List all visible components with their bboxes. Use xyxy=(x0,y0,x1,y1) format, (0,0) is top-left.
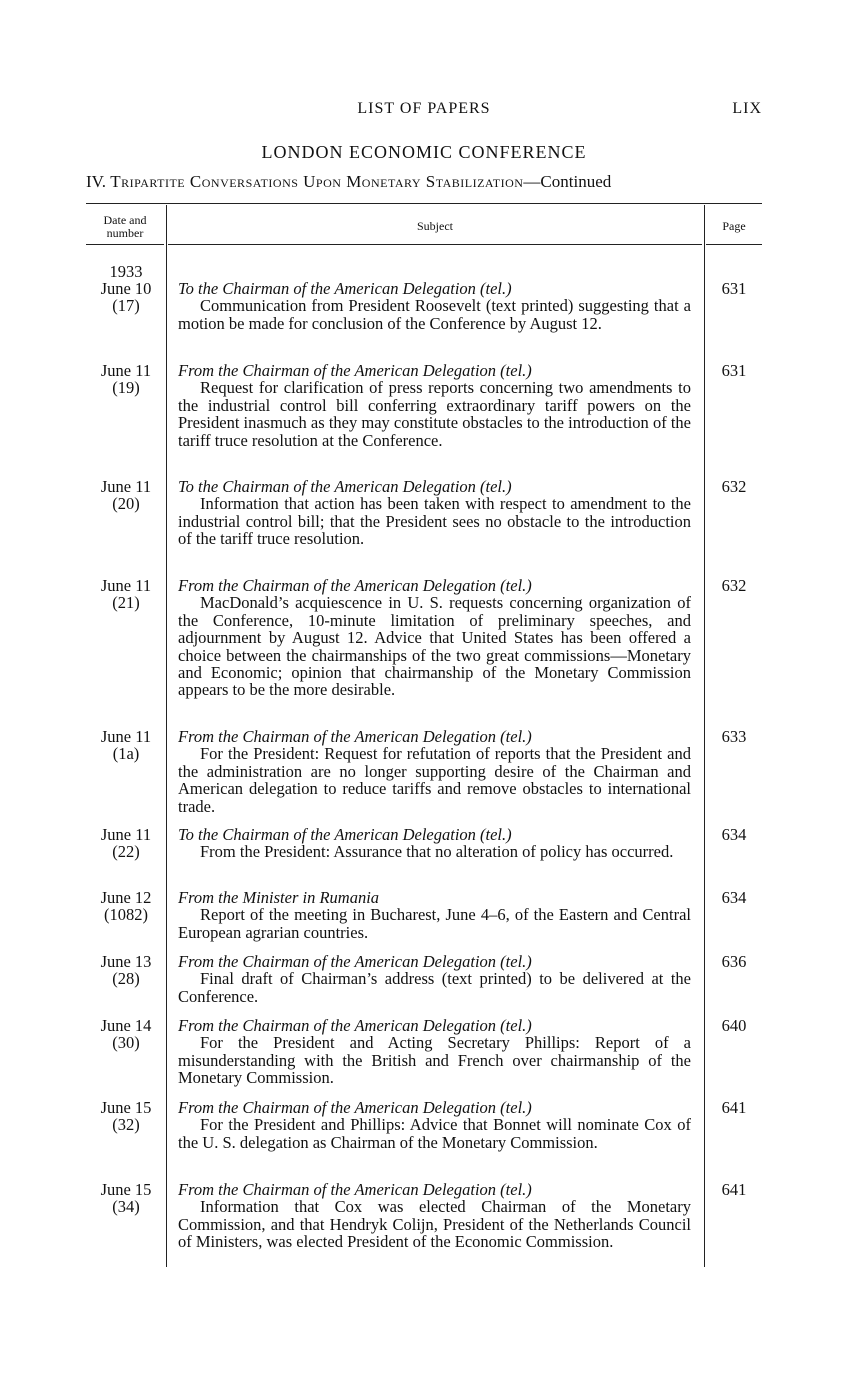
running-head xyxy=(86,100,762,122)
subject-column-header: Subject xyxy=(417,219,453,233)
entry-subject: From the Chairman of the American Delegation (tel.) MacDonald’s acquiescence in U. S. requests concerning organization of the Conference, 10-minute limitation of preliminary speeches, and adjournment by August 12. Advice that United States has been offered a choice between the chairmanships of the two great commissions—Monetary and Economic; opinion that chairmanship of the Monetary Commission appears to be the more desirable. xyxy=(178,576,691,700)
entry-page: 631 xyxy=(721,361,747,380)
section-title-text: Tripartite Conversations Upon Monetary Stabilization xyxy=(110,172,524,191)
entry-subject: From the Chairman of the American Delegation (tel.) Final draft of Chairman’s address (text printed) to be delivered at the Conference. xyxy=(178,952,691,1006)
entry-date: June 11 (20) xyxy=(100,477,152,514)
entry-subject: From the Minister in Rumania Report of the meeting in Bucharest, June 4–6, of the Eastern and Central European agrarian countries. xyxy=(178,888,691,942)
entry-date: June 11 (19) xyxy=(100,361,152,398)
entry-subject: From the Chairman of the American Delegation (tel.) Request for clarification of press reports concerning two amendments to the industrial control bill conferring extraordinary tariff powers on the President inasmuch as they may constitute obstacles to the introduction of the tariff truce resolution at the Conference. xyxy=(178,361,691,450)
year-label: 1933 xyxy=(109,262,143,281)
entry-subject: From the Chairman of the American Delegation (tel.) For the President: Request for refutation of reports that the President and the administration are no longer supporting desire of the Chairman and American delegation to reduce tariffs and remove obstacles to international trade. xyxy=(178,727,691,816)
entry-date: June 15 (34) xyxy=(100,1180,152,1217)
entry-page: 636 xyxy=(721,952,747,971)
entry-page: 641 xyxy=(721,1098,747,1117)
entry-date: June 12 (1082) xyxy=(100,888,152,925)
column-divider-left xyxy=(166,205,167,1267)
entry-subject: From the Chairman of the American Delegation (tel.) For the President and Phillips: Advice that Bonnet will nominate Cox of the U. S. delegation as Chairman of the Monetary Commission. xyxy=(178,1098,691,1152)
entry-date: June 14 (30) xyxy=(100,1016,152,1053)
entry-page: 641 xyxy=(721,1180,747,1199)
conference-title: LONDON ECONOMIC CONFERENCE xyxy=(261,142,587,162)
entry-page: 640 xyxy=(721,1016,747,1035)
entry-page: 634 xyxy=(721,825,747,844)
section-continued: —Continued xyxy=(523,172,612,191)
entry-page: 633 xyxy=(721,727,747,746)
page-header-rule xyxy=(706,244,762,245)
column-divider-right xyxy=(704,205,705,1267)
entry-page: 632 xyxy=(721,477,747,496)
table-top-rule xyxy=(86,203,762,204)
entry-page: 631 xyxy=(721,279,747,298)
entry-subject: To the Chairman of the American Delegation (tel.) From the President: Assurance that no alteration of policy has occurred. xyxy=(178,825,674,862)
entry-date: June 13 (28) xyxy=(100,952,152,989)
entry-subject: From the Chairman of the American Delegation (tel.) For the President and Acting Secretary Phillips: Report of a misunderstanding with the British and French over chairmanship of the Monetary Commission. xyxy=(178,1016,691,1088)
entry-subject: From the Chairman of the American Delegation (tel.) Information that Cox was elected Chairman of the Monetary Commission, and that Hendryk Colijn, President of the Netherlands Council of Ministers, was elected President of the Economic Commission. xyxy=(178,1180,691,1252)
subject-header-rule xyxy=(168,244,702,245)
entry-page: 632 xyxy=(721,576,747,595)
entry-date: June 10 (17) xyxy=(100,279,152,316)
running-head-page-number: LIX xyxy=(732,100,762,117)
entry-subject: To the Chairman of the American Delegation (tel.) Communication from President Roosevelt (text printed) suggesting that a motion be made for conclusion of the Conference by August 12. xyxy=(178,279,691,333)
entry-page: 634 xyxy=(721,888,747,907)
entry-subject: To the Chairman of the American Delegation (tel.) Information that action has been taken with respect to amendment to the industrial control bill; that the President sees no obstacle to the introduction of the tariff truce resolution. xyxy=(178,477,691,549)
page-column-header: Page xyxy=(722,219,746,233)
entry-date: June 11 (22) xyxy=(100,825,152,862)
entry-date: June 15 (32) xyxy=(100,1098,152,1135)
date-column-header: Date and number xyxy=(103,213,147,240)
entry-date: June 11 (21) xyxy=(100,576,152,613)
section-numeral: IV. xyxy=(86,172,106,191)
table-header xyxy=(86,203,762,247)
section-title xyxy=(86,172,762,192)
entry-date: June 11 (1a) xyxy=(100,727,152,764)
running-head-title: LIST OF PAPERS xyxy=(357,100,491,117)
date-header-rule xyxy=(86,244,164,245)
